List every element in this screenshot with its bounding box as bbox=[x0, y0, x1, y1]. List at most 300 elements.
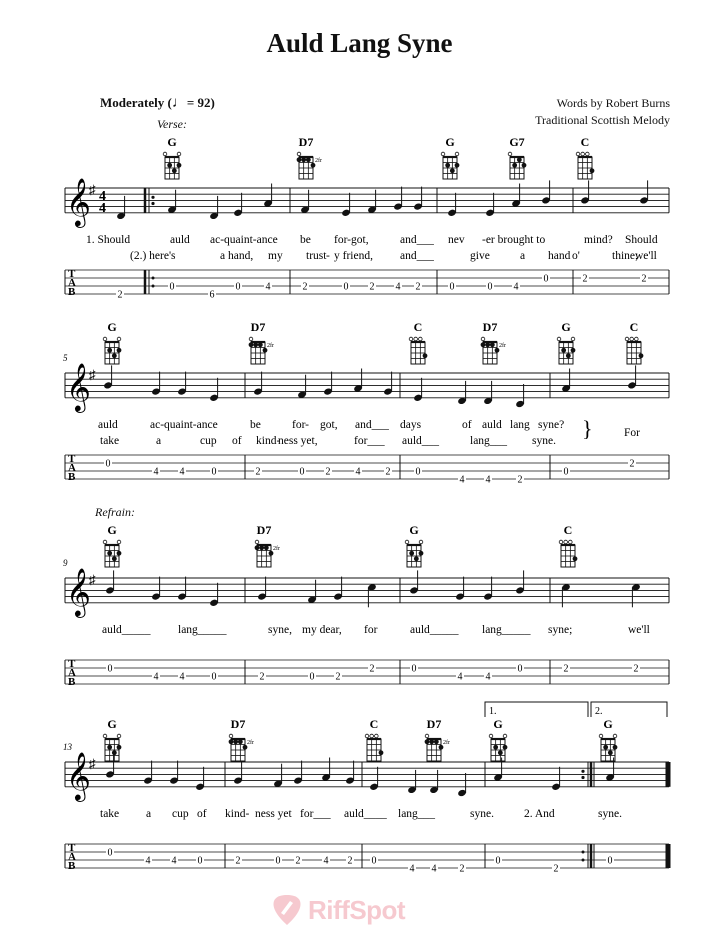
tab-fret-number: 4 bbox=[323, 855, 329, 867]
tab-fret-number: 2 bbox=[347, 855, 353, 867]
open-string-icon bbox=[249, 337, 253, 341]
open-string-icon bbox=[630, 337, 634, 341]
chord-name: G bbox=[167, 135, 177, 149]
fret-marker: 2fr bbox=[247, 740, 254, 746]
open-string-icon bbox=[571, 337, 575, 341]
open-string-icon bbox=[503, 734, 507, 738]
tab-clef-b: B bbox=[68, 471, 76, 483]
quarter-note-icon: ♩ bbox=[171, 95, 187, 111]
lyric-line2-syllable: cup bbox=[200, 435, 217, 447]
tab-fret-number: 4 bbox=[355, 466, 361, 478]
tab-fret-number: 4 bbox=[153, 671, 159, 683]
open-string-icon bbox=[569, 540, 573, 544]
tablature bbox=[65, 453, 669, 486]
open-string-icon bbox=[559, 540, 563, 544]
chord-diagram-c bbox=[625, 320, 643, 364]
chord-diagram-g bbox=[103, 523, 121, 567]
tablature bbox=[65, 268, 669, 301]
tab-fret-number: 2 bbox=[369, 281, 375, 293]
open-string-icon bbox=[177, 152, 181, 156]
tab-fret-number: 2 bbox=[385, 466, 391, 478]
open-string-icon bbox=[586, 152, 590, 156]
repeat-dot bbox=[151, 196, 154, 199]
open-string-icon bbox=[405, 540, 409, 544]
tab-fret-number: 0 bbox=[197, 855, 203, 867]
chord-diagram-d7 bbox=[229, 717, 254, 761]
finger-dot bbox=[590, 168, 595, 173]
finger-dot bbox=[409, 551, 414, 556]
finger-dot bbox=[229, 739, 234, 744]
finger-dot bbox=[566, 353, 571, 358]
lyric-line1-syllable: auld bbox=[98, 419, 118, 431]
tab-fret-number: 4 bbox=[485, 474, 491, 486]
staff bbox=[63, 353, 669, 413]
lyric-line2-syllable: thine; bbox=[612, 250, 639, 262]
lyric-line2-syllable: kind- bbox=[256, 435, 281, 447]
chord-diagram-g bbox=[103, 717, 121, 761]
finger-dot bbox=[253, 342, 258, 347]
lyric-line1-syllable: and___ bbox=[355, 419, 389, 431]
riffspot-logo bbox=[270, 893, 405, 927]
finger-dot bbox=[425, 739, 430, 744]
repeat-dot bbox=[151, 202, 154, 205]
lyric-line2-syllable: my bbox=[268, 250, 283, 262]
tab-fret-number: 4 bbox=[409, 863, 415, 875]
lyric-line2-syllable: give bbox=[470, 250, 490, 262]
tab-fret-number: 2 bbox=[563, 663, 569, 675]
tempo-value: = 92) bbox=[186, 95, 215, 110]
lyric-line1-syllable: lang bbox=[510, 419, 530, 431]
chord-name: C bbox=[580, 135, 590, 149]
credits bbox=[535, 95, 670, 129]
lyric-line1-syllable: ac-quaint-ance bbox=[210, 234, 278, 246]
sharp-icon: ♯ bbox=[89, 572, 96, 587]
finger-dot bbox=[306, 157, 311, 162]
repeat-dot bbox=[152, 285, 155, 288]
tab-fret-number: 4 bbox=[513, 281, 519, 293]
finger-dot bbox=[112, 556, 117, 561]
tempo-open: ( bbox=[167, 95, 172, 110]
fret-marker: 2fr bbox=[267, 343, 274, 349]
finger-dot bbox=[255, 545, 260, 550]
finger-dot bbox=[117, 745, 122, 750]
open-string-icon bbox=[425, 734, 429, 738]
staff bbox=[65, 178, 669, 228]
music-system-1 bbox=[0, 130, 719, 310]
lyric-line2-syllable: for___ bbox=[354, 435, 385, 447]
lyric-line1-syllable: cup bbox=[172, 808, 189, 820]
tab-fret-number: 4 bbox=[265, 281, 271, 293]
lyric-line1-syllable: auld_____ bbox=[410, 624, 459, 636]
tab-fret-number: 2 bbox=[517, 474, 523, 486]
treble-clef-icon: 𝄞 bbox=[66, 365, 91, 411]
lyric-line1-syllable: auld_____ bbox=[102, 624, 151, 636]
open-string-icon bbox=[625, 337, 629, 341]
tab-fret-number: 0 bbox=[235, 281, 241, 293]
chord-diagram-g bbox=[405, 523, 423, 567]
open-string-icon bbox=[419, 337, 423, 341]
tab-fret-number: 6 bbox=[209, 289, 215, 301]
chord-name: G bbox=[493, 717, 503, 731]
chord-diagram-d7 bbox=[249, 320, 274, 364]
finger-dot bbox=[561, 348, 566, 353]
tab-fret-number: 2 bbox=[582, 273, 588, 285]
fret-marker: 2fr bbox=[273, 546, 280, 552]
music-system-2 bbox=[0, 315, 719, 495]
tab-fret-number: 2 bbox=[459, 863, 465, 875]
finger-dot bbox=[117, 551, 122, 556]
song-title: Auld Lang Syne bbox=[266, 28, 453, 58]
lyric-line1-syllable: of bbox=[197, 808, 207, 820]
lyric-line1-syllable: Should bbox=[625, 234, 658, 246]
tempo-label: Moderately bbox=[100, 95, 165, 110]
tab-fret-number: 0 bbox=[517, 663, 523, 675]
chord-diagrams bbox=[163, 135, 594, 179]
tab-fret-number: 0 bbox=[211, 671, 217, 683]
finger-dot bbox=[639, 353, 644, 358]
refrain-label: Refrain: bbox=[95, 505, 135, 519]
tab-fret-number: 0 bbox=[607, 855, 613, 867]
open-string-icon bbox=[365, 734, 369, 738]
open-string-icon bbox=[409, 337, 413, 341]
lyric-line1-syllable: 1. Should bbox=[86, 234, 131, 246]
tablature bbox=[65, 658, 669, 688]
tab-fret-number: 2 bbox=[325, 466, 331, 478]
tab-fret-number: 0 bbox=[343, 281, 349, 293]
lyric-line2-syllable: y friend, bbox=[334, 250, 373, 262]
tab-clef-a: A bbox=[68, 277, 76, 289]
chord-diagram-c bbox=[365, 717, 383, 761]
lyrics bbox=[86, 234, 658, 262]
finger-dot bbox=[434, 739, 439, 744]
music-system-4 bbox=[0, 700, 719, 890]
lyric-line2-syllable: hand bbox=[548, 250, 571, 262]
finger-dot bbox=[613, 745, 618, 750]
open-string-icon bbox=[489, 734, 493, 738]
lyric-line1-syllable: take bbox=[100, 808, 120, 820]
music-system-3 bbox=[0, 518, 719, 698]
staff bbox=[63, 742, 669, 802]
lyric-line2-syllable: syne. bbox=[532, 435, 556, 447]
lyric-line1-syllable: mind? bbox=[584, 234, 613, 246]
tab-clef-t: T bbox=[68, 842, 76, 854]
finger-dot bbox=[419, 551, 424, 556]
chord-name: C bbox=[563, 523, 573, 537]
finger-dot bbox=[503, 745, 508, 750]
tab-clef-a: A bbox=[68, 462, 76, 474]
tab-fret-number: 2 bbox=[255, 466, 261, 478]
finger-dot bbox=[177, 163, 182, 168]
brand-name: RiffSpot bbox=[308, 894, 406, 925]
chord-diagram-d7 bbox=[255, 523, 280, 567]
finger-dot bbox=[233, 739, 238, 744]
lyric-line1-syllable: syne. bbox=[598, 808, 622, 820]
time-signature-bottom: 4 bbox=[99, 201, 106, 216]
finger-dot bbox=[297, 157, 302, 162]
finger-dot bbox=[485, 342, 490, 347]
tab-clef-a: A bbox=[68, 851, 76, 863]
chord-diagram-c bbox=[559, 523, 577, 567]
finger-dot bbox=[172, 168, 177, 173]
tempo-marking bbox=[100, 95, 215, 112]
open-string-icon bbox=[117, 734, 121, 738]
tab-fret-number: 2 bbox=[415, 281, 421, 293]
fret-marker: 2fr bbox=[443, 740, 450, 746]
chord-name: G bbox=[603, 717, 613, 731]
finger-dot bbox=[603, 745, 608, 750]
lyric-line1-syllable: nev bbox=[448, 234, 465, 246]
lyric-end: For bbox=[624, 427, 640, 439]
open-string-icon bbox=[370, 734, 374, 738]
chord-diagram-d7 bbox=[297, 135, 322, 179]
finger-dot bbox=[455, 163, 460, 168]
open-string-icon bbox=[103, 734, 107, 738]
tab-fret-number: 4 bbox=[395, 281, 401, 293]
repeat-dot bbox=[152, 277, 155, 280]
tab-fret-number: 0 bbox=[105, 458, 111, 470]
chord-name: G bbox=[107, 523, 117, 537]
open-string-icon bbox=[557, 337, 561, 341]
lyric-line2-syllable: lang___ bbox=[470, 435, 508, 447]
finger-dot bbox=[107, 551, 112, 556]
tab-fret-number: 4 bbox=[459, 474, 465, 486]
lyric-line2-syllable: ness yet, bbox=[278, 435, 318, 447]
chord-diagram-d7 bbox=[481, 320, 506, 364]
open-string-icon bbox=[576, 152, 580, 156]
finger-dot bbox=[481, 342, 486, 347]
tab-fret-number: 4 bbox=[145, 855, 151, 867]
sharp-icon: ♯ bbox=[89, 367, 96, 382]
open-string-icon bbox=[508, 152, 512, 156]
volta-label: 2. bbox=[595, 706, 603, 717]
lyric-line2-syllable: - bbox=[326, 250, 330, 262]
tab-fret-number: 0 bbox=[543, 273, 549, 285]
fret-marker: 2fr bbox=[315, 158, 322, 164]
finger-dot bbox=[423, 353, 428, 358]
tab-fret-number: 2 bbox=[369, 663, 375, 675]
tab-fret-number: 4 bbox=[171, 855, 177, 867]
lyric-line2-syllable: take bbox=[100, 435, 120, 447]
tab-fret-number: 2 bbox=[553, 863, 559, 875]
open-string-icon bbox=[229, 734, 233, 738]
tab-clef-t: T bbox=[68, 658, 76, 670]
tab-fret-number: 0 bbox=[169, 281, 175, 293]
lyric-line2-syllable: auld___ bbox=[402, 435, 440, 447]
measure-number: 9 bbox=[63, 558, 68, 568]
endings bbox=[485, 702, 667, 717]
chord-name: G bbox=[107, 320, 117, 334]
tab-fret-number: 2 bbox=[117, 289, 123, 301]
chord-name: C bbox=[369, 717, 379, 731]
open-string-icon bbox=[481, 337, 485, 341]
words-credit: Words by Robert Burns bbox=[556, 96, 670, 110]
tab-fret-number: 2 bbox=[295, 855, 301, 867]
chord-name: D7 bbox=[426, 717, 442, 731]
tab-fret-number: 0 bbox=[107, 663, 113, 675]
open-string-icon bbox=[414, 337, 418, 341]
open-string-icon bbox=[255, 540, 259, 544]
chord-name: G7 bbox=[509, 135, 525, 149]
tab-clef-b: B bbox=[68, 676, 76, 688]
volta-label: 1. bbox=[489, 706, 497, 717]
open-string-icon bbox=[455, 152, 459, 156]
lyric-line1-syllable: auld bbox=[170, 234, 190, 246]
repeat-dot bbox=[581, 776, 584, 779]
tab-fret-number: 2 bbox=[335, 671, 341, 683]
chord-diagram-g bbox=[441, 135, 459, 179]
lyric-line1-syllable: days bbox=[400, 419, 422, 431]
lyrics bbox=[102, 624, 650, 636]
chord-name: C bbox=[413, 320, 423, 334]
finger-dot bbox=[498, 750, 503, 755]
tab-clef-b: B bbox=[68, 286, 76, 298]
finger-dot bbox=[264, 545, 269, 550]
tab-clef-b: B bbox=[68, 860, 76, 872]
tab-fret-number: 0 bbox=[309, 671, 315, 683]
open-string-icon bbox=[297, 152, 301, 156]
open-string-icon bbox=[117, 540, 121, 544]
tab-clef-t: T bbox=[68, 268, 76, 280]
lyric-line1-syllable: auld____ bbox=[344, 808, 387, 820]
chord-diagram-g bbox=[163, 135, 181, 179]
repeat-dot bbox=[582, 859, 585, 862]
tab-fret-number: 0 bbox=[211, 466, 217, 478]
finger-dot bbox=[490, 342, 495, 347]
tab-fret-number: 0 bbox=[107, 847, 113, 859]
tab-fret-number: 2 bbox=[633, 663, 639, 675]
tab-fret-number: 2 bbox=[629, 458, 635, 470]
lyric-line1-syllable: -er brought to bbox=[482, 234, 546, 246]
finger-dot bbox=[117, 348, 122, 353]
measure-number: 13 bbox=[63, 742, 72, 752]
finger-dot bbox=[112, 353, 117, 358]
finger-dot bbox=[238, 739, 243, 744]
measure-number: 5 bbox=[63, 353, 68, 363]
treble-clef-icon: 𝄞 bbox=[66, 570, 91, 616]
lyric-line1-syllable: for___ bbox=[300, 808, 331, 820]
open-string-icon bbox=[581, 152, 585, 156]
lyric-line1-syllable: ness yet bbox=[255, 808, 292, 820]
lyric-line1-syllable: syne; bbox=[548, 624, 573, 636]
finger-dot bbox=[112, 750, 117, 755]
lyric-line1-syllable: and___ bbox=[400, 234, 434, 246]
tab-fret-number: 0 bbox=[495, 855, 501, 867]
lyric-line1-syllable: syne? bbox=[538, 419, 565, 431]
tab-clef-t: T bbox=[68, 453, 76, 465]
open-string-icon bbox=[613, 734, 617, 738]
chord-name: D7 bbox=[298, 135, 314, 149]
finger-dot bbox=[107, 348, 112, 353]
tab-fret-number: 0 bbox=[371, 855, 377, 867]
finger-dot bbox=[249, 342, 254, 347]
lyric-line1-syllable: lang_____ bbox=[482, 624, 531, 636]
fret-marker: 2fr bbox=[499, 343, 506, 349]
finger-dot bbox=[107, 745, 112, 750]
lyric-line1-syllable: syne, bbox=[268, 624, 292, 636]
chord-diagram-g bbox=[103, 320, 121, 364]
finger-dot bbox=[414, 556, 419, 561]
repeat-dot bbox=[582, 851, 585, 854]
chord-diagram-c bbox=[409, 320, 427, 364]
melody-credit: Traditional Scottish Melody bbox=[535, 113, 670, 127]
tab-fret-number: 4 bbox=[457, 671, 463, 683]
lyric-line1-syllable: for-got, bbox=[334, 234, 369, 246]
chord-name: D7 bbox=[250, 320, 266, 334]
chord-name: D7 bbox=[482, 320, 498, 334]
finger-dot bbox=[301, 157, 306, 162]
lyric-line1-syllable: a bbox=[146, 808, 152, 820]
finger-dot bbox=[258, 342, 263, 347]
tab-fret-number: 2 bbox=[235, 855, 241, 867]
tab-clef-a: A bbox=[68, 667, 76, 679]
lyric-line2-syllable: o' bbox=[572, 250, 580, 262]
lyric-line2-syllable: (2.) here's bbox=[130, 250, 176, 262]
lyric-line2-syllable: a bbox=[520, 250, 526, 262]
lyric-line1-syllable: lang_____ bbox=[178, 624, 227, 636]
verse-label: Verse: bbox=[157, 117, 187, 131]
lyrics bbox=[98, 416, 640, 447]
lyric-line1-syllable: syne. bbox=[470, 808, 494, 820]
finger-dot bbox=[608, 750, 613, 755]
tablature bbox=[65, 842, 669, 875]
tab-fret-number: 4 bbox=[179, 671, 185, 683]
chord-diagram-c bbox=[576, 135, 594, 179]
finger-dot bbox=[517, 157, 522, 162]
finger-dot bbox=[450, 168, 455, 173]
finger-dot bbox=[573, 556, 578, 561]
open-string-icon bbox=[163, 152, 167, 156]
open-string-icon bbox=[564, 540, 568, 544]
finger-dot bbox=[512, 163, 517, 168]
chord-diagram-g bbox=[599, 717, 617, 761]
lyric-line1-syllable: kind- bbox=[225, 808, 250, 820]
lyric-line2-syllable: a bbox=[156, 435, 162, 447]
lyric-line1-syllable: my dear, bbox=[302, 624, 342, 636]
lyric-line1-syllable: for bbox=[364, 624, 378, 636]
guitar-pick-icon bbox=[270, 893, 304, 927]
lyric-line1-syllable: auld bbox=[482, 419, 502, 431]
chord-name: C bbox=[629, 320, 639, 334]
open-string-icon bbox=[599, 734, 603, 738]
finger-dot bbox=[571, 348, 576, 353]
tab-fret-number: 4 bbox=[153, 466, 159, 478]
finger-dot bbox=[522, 163, 527, 168]
open-string-icon bbox=[117, 337, 121, 341]
chord-name: D7 bbox=[230, 717, 246, 731]
lyric-line1-syllable: of bbox=[462, 419, 472, 431]
open-string-icon bbox=[419, 540, 423, 544]
chord-name: G bbox=[107, 717, 117, 731]
lyric-line1-syllable: ac-quaint-ance bbox=[150, 419, 218, 431]
open-string-icon bbox=[103, 337, 107, 341]
tab-fret-number: 0 bbox=[411, 663, 417, 675]
tab-fret-number: 4 bbox=[485, 671, 491, 683]
lyric-line1-syllable: be bbox=[250, 419, 261, 431]
lyric-line2-syllable: trust bbox=[306, 250, 327, 262]
lyric-line1-syllable: for- bbox=[292, 419, 310, 431]
lyric-line1-syllable: lang___ bbox=[398, 808, 436, 820]
tab-fret-number: 0 bbox=[275, 855, 281, 867]
lyrics bbox=[100, 808, 622, 820]
staff bbox=[63, 558, 669, 618]
open-string-icon bbox=[635, 337, 639, 341]
finger-dot bbox=[445, 163, 450, 168]
tab-fret-number: 0 bbox=[487, 281, 493, 293]
chord-diagrams bbox=[103, 523, 577, 567]
chord-name: G bbox=[409, 523, 419, 537]
finger-dot bbox=[167, 163, 172, 168]
lyric-brace: } bbox=[582, 416, 593, 441]
